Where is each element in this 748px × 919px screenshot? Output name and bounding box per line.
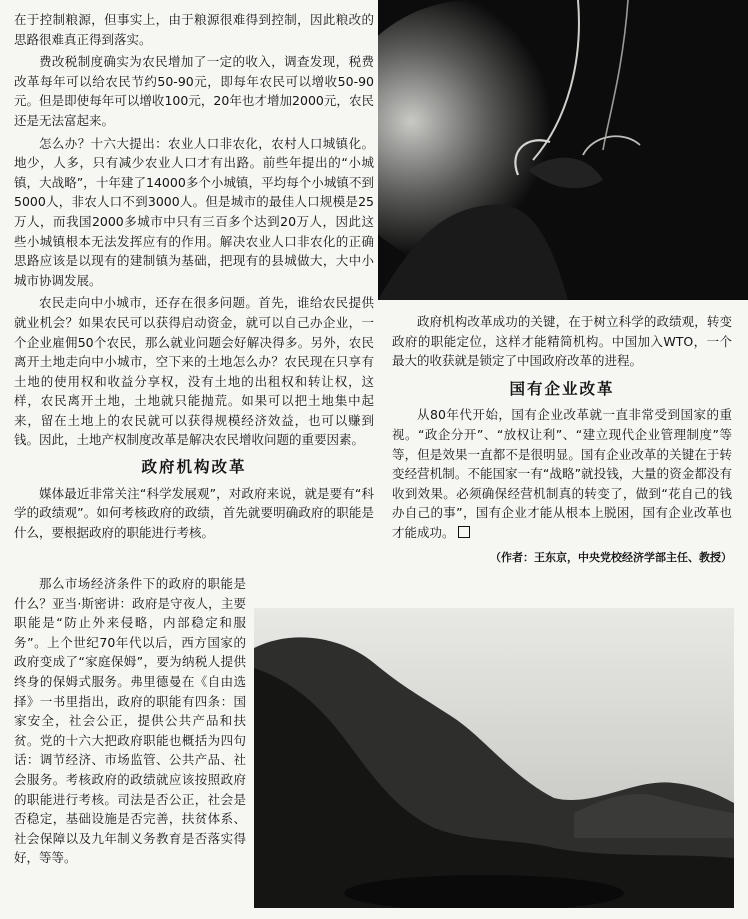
- left-column-top: [14, 10, 374, 542]
- author-byline: （作者：王东京，中央党校经济学部主任、教授）: [490, 550, 732, 564]
- left-column-narrow: [14, 574, 246, 868]
- cherry-photo: [378, 0, 748, 300]
- section-heading-government: 政府机构改革: [141, 458, 247, 477]
- end-mark-icon: [458, 526, 470, 538]
- paragraph-tax-reform: 费改税制度确实为农民增加了一定的收入，调查发现，税费改革每年可以给农民节约50-90元，即每年农民可以增收50-90元。但是即使每年可以增收100元，20年也才增加2000元，农民还是无法富起来。: [14, 54, 374, 128]
- section-heading-soe: 国有企业改革: [509, 379, 615, 398]
- landscape-photo: [254, 608, 734, 908]
- paragraph-performance-view: 媒体最近非常关注“科学发展观”，对政府来说，就是要有“科学的政绩观”。如何考核政府的政绩，首先就要明确政府的职能是什么，要根据政府的职能进行考核。: [14, 485, 374, 540]
- paragraph-reform-key: 政府机构改革成功的关键，在于树立科学的政绩观，转变政府的职能定位，这样才能精简机构。中国加入WTO，一个最大的收获就是锁定了中国政府改革的进程。: [392, 314, 732, 369]
- right-column: [392, 312, 732, 567]
- paragraph-soe-reform: [392, 405, 732, 542]
- paragraph-grain-reform: 在于控制粮源，但事实上，由于粮源很难得到控制，因此粮改的思路很难真正得到落实。: [14, 12, 374, 47]
- paragraph-land-reform: 农民走向中小城市，还存在很多问题。首先，谁给农民提供就业机会？如果农民可以获得启动资金，就可以自己办企业，一个企业雇佣50个农民，那么就业问题会好解决得多。另外，农民离开土地走向中小城市，空下来的土地怎么办？农民现在只享有土地的使用权和收益分享权，没有土地的出租权和转让权，这样，农民离开土地，土地就只能抛荒。如果可以把土地集中起来，留在土地上的农民就可以获得规模经济效益，也可以赚到钱。因此，土地产权制度改革是解决农民增收问题的重要因素。: [14, 295, 374, 448]
- paragraph-urbanization: 怎么办？十六大提出：农业人口非农化，农村人口城镇化。地少，人多，只有减少农业人口才有出路。前些年提出的“小城镇，大战略”，十年建了14000多个小城镇，平均每个小城镇不到5000人，非农人口不到3000人。但是城市的最佳人口规模是25万人，而我国2000多城市中只有三百多个达到20万人，因此这些小城镇根本无法发挥应有的作用。解决农业人口非农化的正确思路应该是以现有的建制镇为基础，把现有的县城做大，大中小城市协调发展。: [14, 135, 374, 288]
- paragraph-government-functions: 那么市场经济条件下的政府的职能是什么？亚当·斯密讲：政府是守夜人，主要职能是“防止外来侵略，内部稳定和服务”。上个世纪70年代以后，西方国家的政府变成了“家庭保姆”，要为纳税人提供终身的保姆式服务。弗里德曼在《自由选择》一书里指出，政府的职能有四条：国家安全，社会公正，提供公共产品和扶贫。党的十六大把政府职能也概括为四句话：调节经济、市场监管、公共产品、社会服务。考核政府的政绩就应该按照政府的职能进行考核。司法是否公正，社会是否稳定，基础设施是否完善，扶贫体系、社会保障以及九年制义务教育是否落实得好，等等。: [14, 576, 246, 866]
- paragraph-soe-text: 从80年代开始，国有企业改革就一直非常受到国家的重视。“政企分开”、“放权让利”、“建立现代企业管理制度”等等，但是效果一直都不是很明显。国有企业改革的关键在于转变经营机制。不能国家一有“战略”就投钱，大量的资金都没有收到效果。必须确保经营机制真的转变了，做到“花自己的钱办自己的事”，国有企业才能从根本上脱困，国有企业改革也才能成功。: [392, 407, 732, 540]
